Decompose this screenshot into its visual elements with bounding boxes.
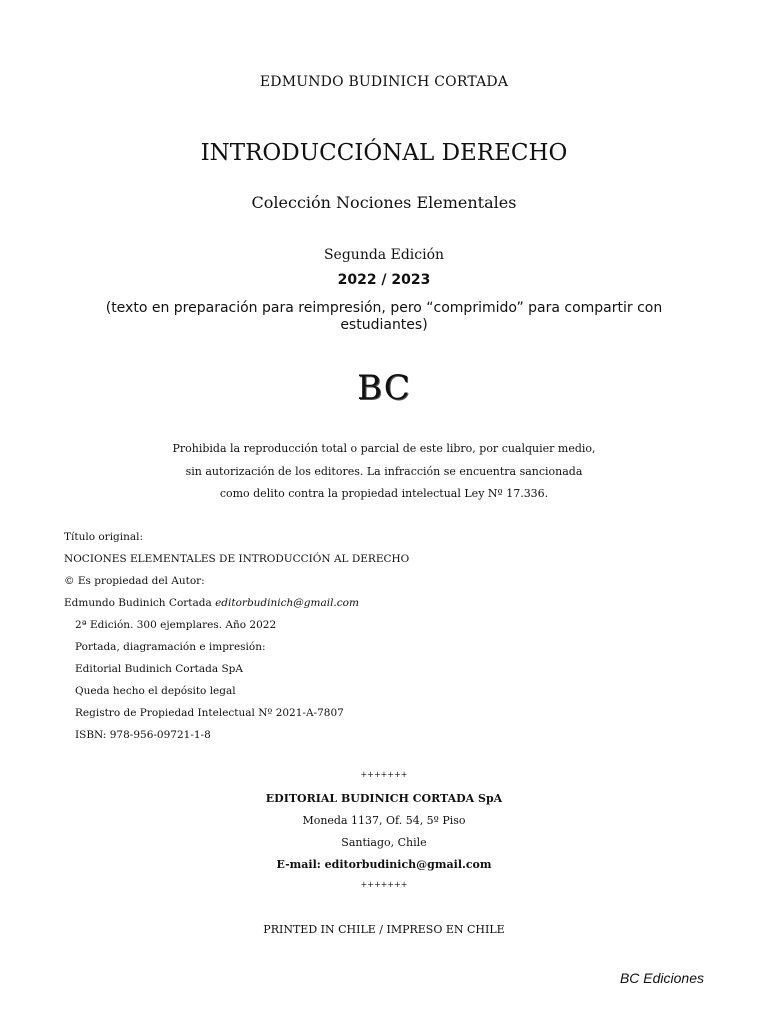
publisher-address: Moneda 1137, Of. 54, 5º Piso (302, 814, 466, 827)
copyright-notice (0, 438, 768, 506)
original-title-label: Título original: (64, 531, 144, 543)
book-title: INTRODUCCIÓNAL DERECHO (200, 140, 568, 166)
publisher-logo: BC (357, 368, 411, 408)
legal-deposit: Queda hecho el depósito legal (75, 685, 236, 697)
preparation-note (84, 300, 684, 334)
legal-line-1: Prohibida la reproducción total o parcial de este libro, por cualquier medio, (172, 442, 596, 455)
publisher-credit: Editorial Budinich Cortada SpA (75, 663, 243, 675)
registry-number: Registro de Propiedad Intelectual Nº 2021-A-7807 (75, 707, 344, 719)
note-line-2: estudiantes) (340, 317, 428, 333)
credits-block (64, 526, 409, 746)
separator-stars-bottom: +++++++ (360, 880, 408, 889)
edition-years: 2022 / 2023 (337, 272, 431, 288)
separator-stars-top: +++++++ (360, 770, 408, 779)
publisher-city: Santiago, Chile (341, 836, 427, 849)
edition-info: 2ª Edición. 300 ejemplares. Año 2022 (75, 619, 277, 631)
printed-in: PRINTED IN CHILE / IMPRESO EN CHILE (263, 923, 505, 936)
author-name: EDMUNDO BUDINICH CORTADA (259, 74, 509, 90)
collection-name: Colección Nociones Elementales (251, 193, 517, 212)
author-credit-name: Edmundo Budinich Cortada (64, 597, 212, 609)
footer-brand: BC Ediciones (619, 970, 704, 986)
original-title: NOCIONES ELEMENTALES DE INTRODUCCIÓN AL DERECHO (64, 553, 410, 565)
author-line (64, 592, 409, 614)
cover-label: Portada, diagramación e impresión: (75, 641, 266, 653)
property-label: © Es propiedad del Autor: (64, 575, 205, 587)
isbn: ISBN: 978-956-09721-1-8 (75, 729, 211, 741)
legal-line-2: sin autorización de los editores. La infracción se encuentra sancionada (185, 464, 583, 478)
publisher-name: EDITORIAL BUDINICH CORTADA SpA (265, 792, 503, 805)
publisher-email[interactable]: E-mail: editorbudinich@gmail.com (276, 858, 492, 871)
author-email[interactable]: editorbudinich@gmail.com (215, 597, 359, 609)
edition-label: Segunda Edición (323, 247, 445, 263)
note-line-1: (texto en preparación para reimpresión, pero “comprimido” para compartir con (105, 300, 663, 316)
legal-line-3: como delito contra la propiedad intelectual Ley Nº 17.336. (219, 487, 549, 500)
